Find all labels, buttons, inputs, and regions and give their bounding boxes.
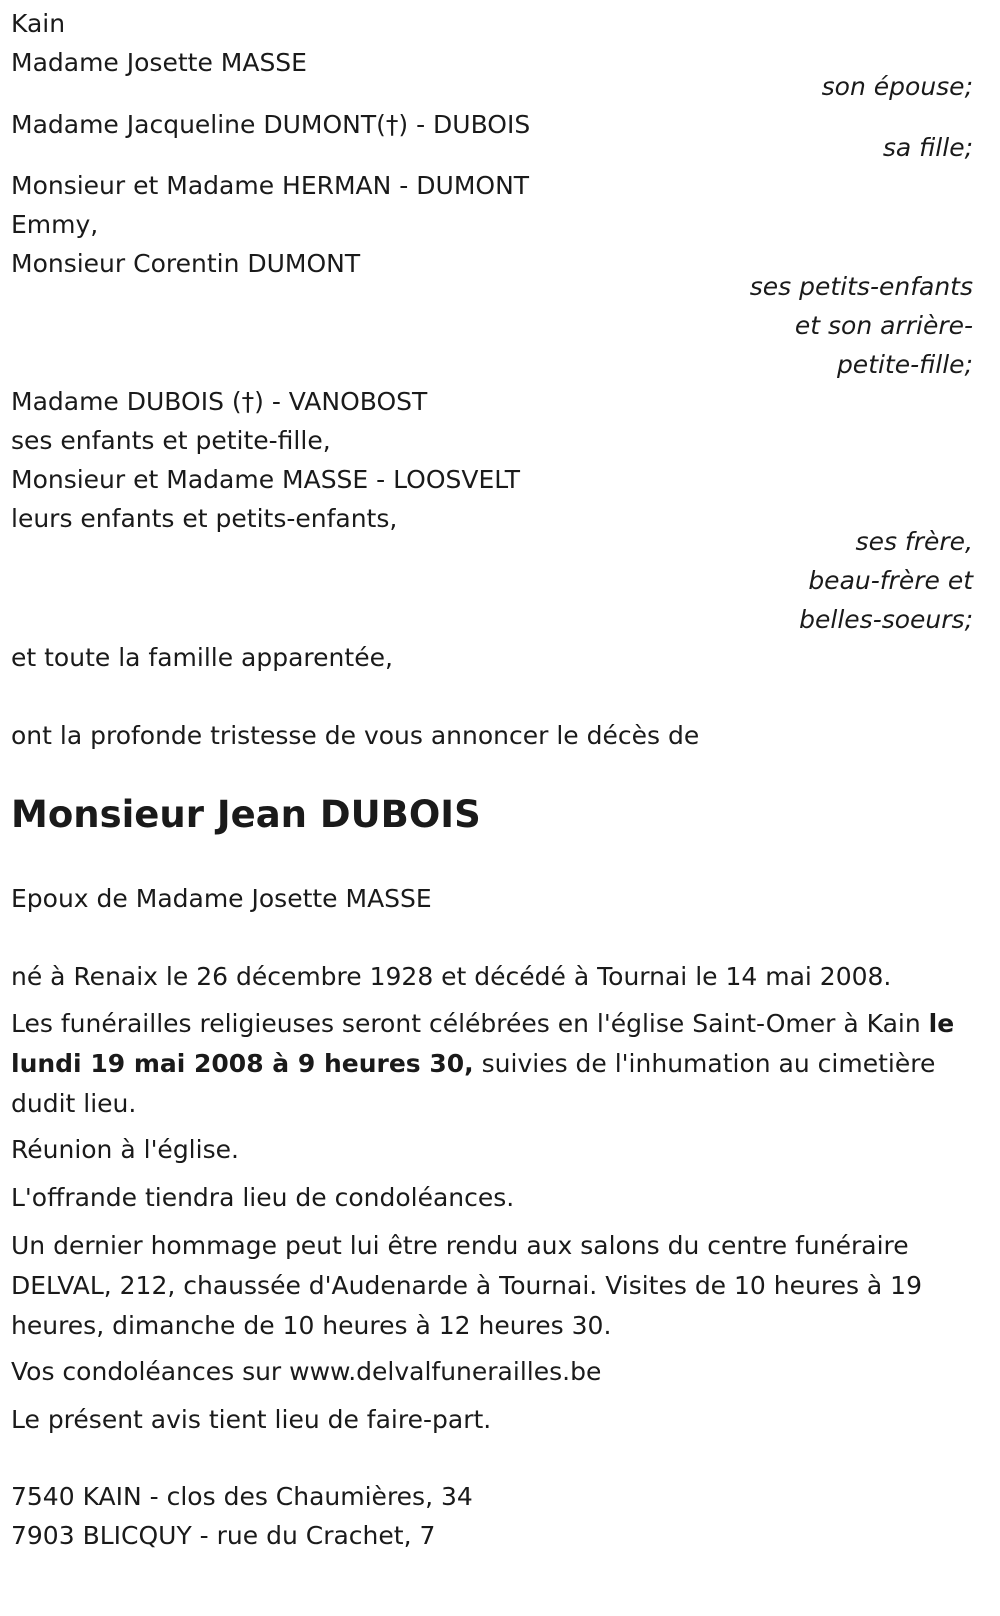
offering-line: L'offrande tiendra lieu de condoléances. bbox=[11, 1183, 515, 1212]
funeral-text-1: Les funérailles religieuses seront célébrées en l'église Saint-Omer à Kain bbox=[11, 1009, 929, 1038]
place-heading: Kain bbox=[11, 9, 66, 38]
grandchildren-role-2: et son arrière- bbox=[794, 311, 973, 340]
extended-family: et toute la famille apparentée, bbox=[11, 643, 393, 672]
meeting-line: Réunion à l'église. bbox=[11, 1135, 239, 1164]
siblings-role-1: ses frère, bbox=[855, 527, 973, 556]
daughter-name: Madame Jacqueline DUMONT(†) - DUBOIS bbox=[11, 110, 531, 139]
grandchildren-line-3: Monsieur Corentin DUMONT bbox=[11, 249, 361, 278]
spouse-line: Epoux de Madame Josette MASSE bbox=[11, 884, 432, 913]
grandchildren-role-1: ses petits-enfants bbox=[749, 272, 973, 301]
siblings-line-2: ses enfants et petite-fille, bbox=[11, 426, 331, 455]
announcement-intro: ont la profonde tristesse de vous annoncer le décès de bbox=[11, 721, 700, 750]
daughter-role: sa fille; bbox=[882, 133, 973, 162]
tribute-paragraph: Un dernier hommage peut lui être rendu aux salons du centre funéraire DELVAL, 212, chaussée d'Audenarde à Tournai. Visites de 10 heures à 19 heures, dimanche de 10 heures à 12 heures 30. bbox=[11, 1231, 922, 1340]
siblings-role-3: belles-soeurs; bbox=[799, 605, 973, 634]
condolences-line: Vos condoléances sur www.delvalfunerailles.be bbox=[11, 1357, 602, 1386]
siblings-line-3: Monsieur et Madame MASSE - LOOSVELT bbox=[11, 465, 521, 494]
siblings-line-1: Madame DUBOIS (†) - VANOBOST bbox=[11, 387, 428, 416]
funeral-date: le lundi 19 mai 2008 à 9 heures 30, bbox=[11, 1009, 955, 1078]
funeral-paragraph bbox=[11, 1004, 976, 1124]
siblings-role-2: beau-frère et bbox=[808, 566, 973, 595]
notice-line: Le présent avis tient lieu de faire-part. bbox=[11, 1405, 492, 1434]
deceased-name: Monsieur Jean DUBOIS bbox=[11, 793, 481, 836]
birth-death-line: né à Renaix le 26 décembre 1928 et décédé à Tournai le 14 mai 2008. bbox=[11, 962, 892, 991]
grandchildren-line-2: Emmy, bbox=[11, 210, 99, 239]
spouse-role: son épouse; bbox=[821, 72, 973, 101]
funeral-text-2: suivies de l'inhumation au cimetière dudit lieu. bbox=[11, 1049, 936, 1118]
address-2: 7903 BLICQUY - rue du Crachet, 7 bbox=[11, 1521, 436, 1550]
spouse-name: Madame Josette MASSE bbox=[11, 48, 307, 77]
siblings-line-4: leurs enfants et petits-enfants, bbox=[11, 504, 398, 533]
grandchildren-role-3: petite-fille; bbox=[836, 350, 973, 379]
grandchildren-line-1: Monsieur et Madame HERMAN - DUMONT bbox=[11, 171, 530, 200]
address-1: 7540 KAIN - clos des Chaumières, 34 bbox=[11, 1482, 473, 1511]
